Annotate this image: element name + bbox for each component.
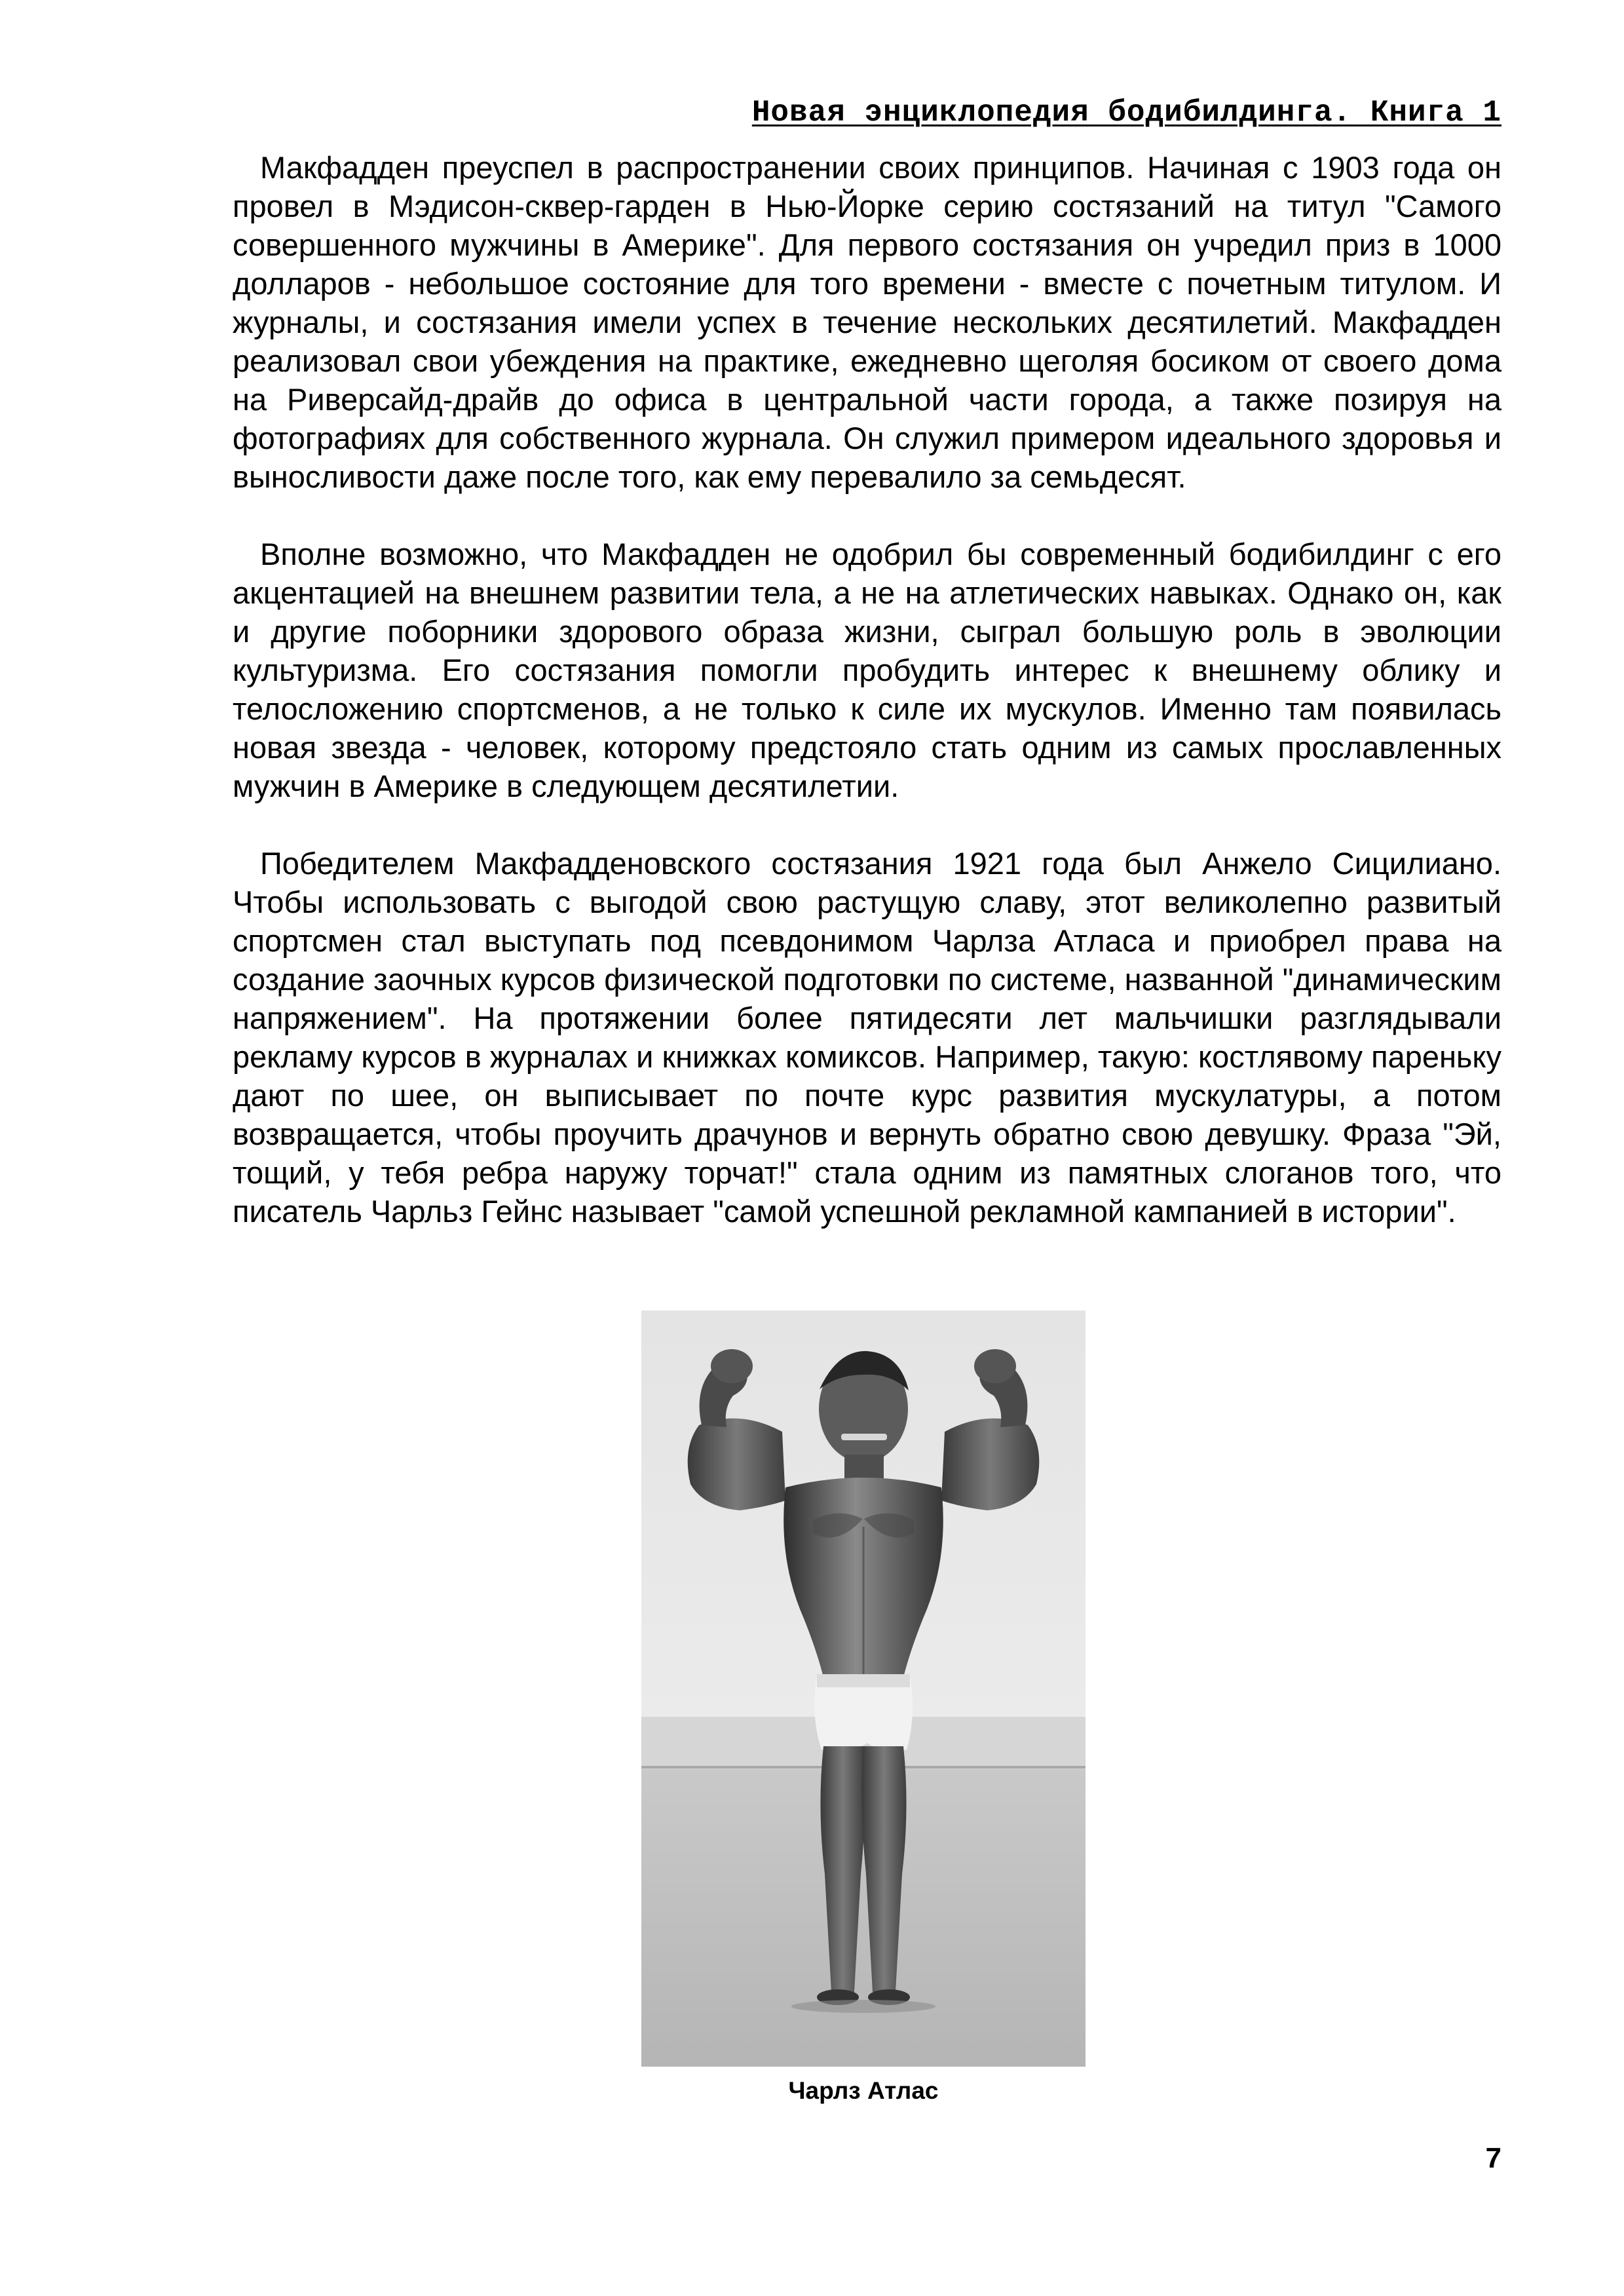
body-text <box>233 148 1501 1269</box>
paragraph-1: Макфадден преуспел в распространении своих принципов. Начиная с 1903 года он провел в Мэдисон-сквер-гарден в Нью-Йорке серию состязаний на титул "Самого совершенного мужчины в Америке". Для первого состязания он учредил приз в 1000 долларов - небольшое состояние для того времени - вместе с почетным титулом. И журналы, и состязания имели успех в течение нескольких десятилетий. Макфадден реализовал свои убеждения на практике, ежедневно щеголяя босиком от своего дома на Риверсайд-драйв до офиса в центральной части города, а также позируя на фотографиях для собственного журнала. Он служил примером идеального здоровья и выносливости даже после того, как ему перевалило за семьдесят. <box>233 150 1501 494</box>
photo-caption: Чарлз Атлас <box>788 2077 939 2104</box>
photo-figure <box>641 1311 1086 2067</box>
paragraph-2: Вполне возможно, что Макфадден не одобрил бы современный бодибилдинг с его акцентацией на внешнем развитии тела, а не на атлетических навыках. Однако он, как и другие поборники здорового образа жизни, сыграл большую роль в эволюции культуризма. Его состязания помогли пробудить интерес к внешнему облику и телосложению спортсменов, а не только к силе их мускулов. Именно там появилась новая звезда - человек, которому предстояло стать одним из самых прославленных мужчин в Америке в следующем десятилетии. <box>233 537 1501 803</box>
page-number: 7 <box>1485 2142 1501 2174</box>
charles-atlas-photo <box>641 1311 1086 2067</box>
paragraph-3: Победителем Макфадденовского состязания 1921 года был Анжело Сицилиано. Чтобы использовать с выгодой свою растущую славу, этот великолепно развитый спортсмен стал выступать под псевдонимом Чарлза Атласа и приобрел права на создание заочных курсов физической подготовки по системе, названной "динамическим напряжением". На протяжении более пятидесяти лет мальчишки разглядывали рекламу курсов в журналах и книжках комиксов. Например, такую: костлявому пареньку дают по шее, он выписывает по почте курс развития мускулатуры, а потом возвращается, чтобы проучить драчунов и вернуть обратно свою девушку. Фраза "Эй, тощий, у тебя ребра наружу торчат!" стала одним из памятных слоганов того, что писатель Чарльз Гейнс называет "самой успешной рекламной кампанией в истории". <box>233 846 1501 1229</box>
running-header: Новая энциклопедия бодибилдинга. Книга 1 <box>751 96 1501 130</box>
